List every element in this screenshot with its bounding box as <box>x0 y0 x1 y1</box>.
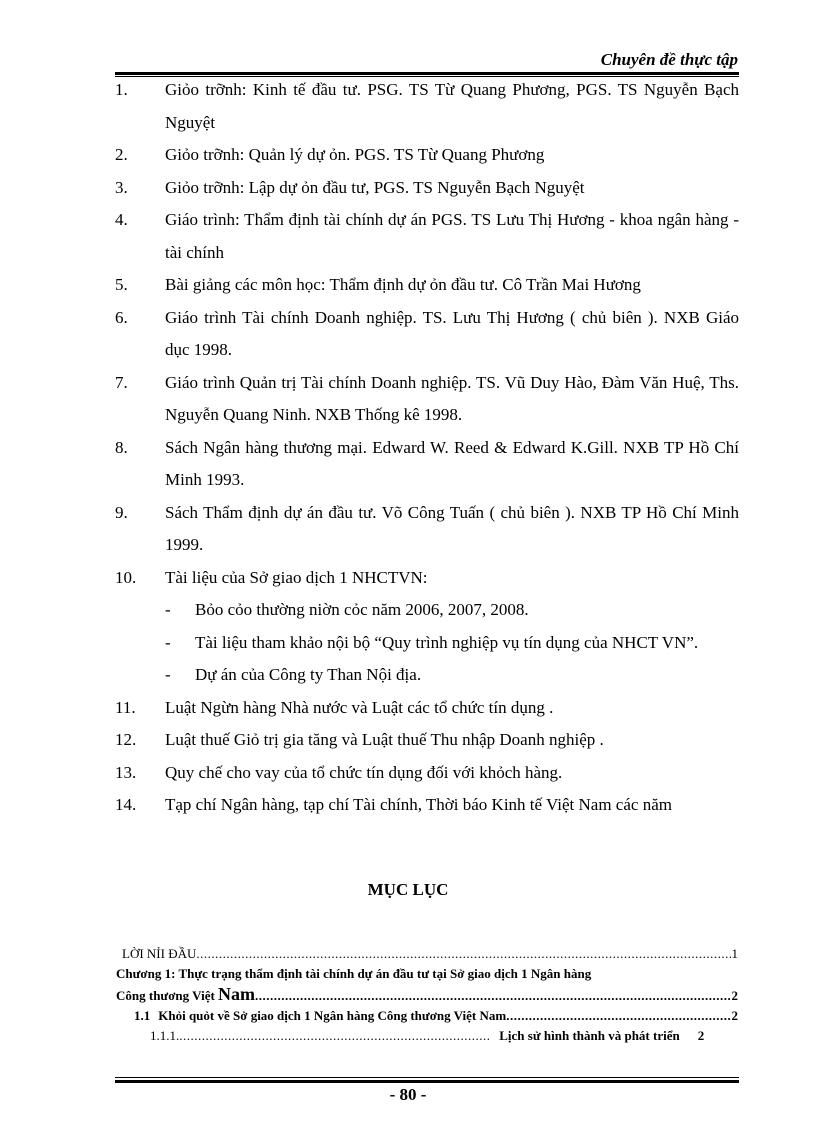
reference-number: 8. <box>115 437 128 457</box>
reference-number: 6. <box>115 307 128 327</box>
reference-text: Giỏo trỡnh: Lập dự ỏn đầu tư, PGS. TS Nguyễn Bạch Nguyệt <box>165 177 585 197</box>
reference-text: Tài liệu của Sở giao dịch 1 NHCTVN: <box>165 567 428 587</box>
reference-item <box>115 204 739 269</box>
reference-item <box>115 789 739 822</box>
reference-sublist <box>165 594 739 692</box>
bullet-dash: - <box>165 665 171 684</box>
footer-rule-thick <box>115 1080 739 1083</box>
toc-entry-section-1-1-1[interactable] <box>116 1026 738 1046</box>
reference-number: 12. <box>115 730 137 749</box>
reference-text: Luật thuế Giỏ trị gia tăng và Luật thuế Thu nhập Doanh nghiệp . <box>165 730 604 749</box>
reference-number: 10. <box>115 567 137 587</box>
reference-item <box>115 692 739 725</box>
reference-number: 5. <box>115 275 128 294</box>
toc-entry-label: LỜI NỈI ĐẦU <box>122 946 197 961</box>
reference-item <box>115 269 739 302</box>
reference-item <box>115 724 739 757</box>
toc-page-number: 1 <box>731 946 738 961</box>
reference-subitem <box>165 627 739 660</box>
reference-text: Giáo trình Quản trị Tài chính Doanh nghiệp. TS. Vũ Duy Hào, Đàm Văn Huệ, Ths. Nguyễn Quang Ninh. NXB Thống kê 1998. <box>165 372 739 424</box>
reference-text: Tạp chí Ngân hàng, tạp chí Tài chính, Thời báo Kinh tế Việt Nam các năm <box>165 795 672 814</box>
toc-entry-chapter-1-cont[interactable] <box>116 984 738 1006</box>
toc-section-number: 1.1.1. <box>150 1028 180 1043</box>
bullet-dash: - <box>165 600 171 619</box>
reference-number: 7. <box>115 372 128 392</box>
reference-item <box>115 562 739 692</box>
toc-leader-dots <box>196 944 730 964</box>
reference-item <box>115 432 739 497</box>
reference-subitem-text: Dự án của Công ty Than Nội địa. <box>195 665 422 684</box>
toc-section-number: 1.1 <box>134 1008 151 1023</box>
bullet-dash: - <box>165 632 171 652</box>
toc-entry-label: Khỏi quỏt về Sở giao dịch 1 Ngân hàng Công thương Việt Nam <box>158 1008 507 1023</box>
reference-text: Giáo trình: Thẩm định tài chính dự án PGS. TS Lưu Thị Hương - khoa ngân hàng - tài chính <box>165 210 739 262</box>
footer-rule-thin <box>115 1077 739 1078</box>
reference-number: 11. <box>115 697 136 717</box>
reference-text: Giỏo trỡnh: Kinh tế đầu tư. PSG. TS Từ Quang Phương, PGS. TS Nguyễn Bạch Nguyệt <box>165 80 739 132</box>
reference-text: Giỏo trỡnh: Quản lý dự ỏn. PGS. TS Từ Quang Phương <box>165 145 545 164</box>
reference-text: Luật Ngừn hàng Nhà nước và Luật các tổ chức tín dụng . <box>165 697 554 717</box>
toc-chapter-title-big: Nam <box>218 984 256 1004</box>
toc-heading: MỤC LỤC <box>367 880 449 899</box>
reference-item <box>115 497 739 562</box>
reference-number: 9. <box>115 502 128 522</box>
reference-text: Bài giảng các môn học: Thẩm định dự ỏn đầu tư. Cô Trần Mai Hương <box>165 275 641 294</box>
reference-number: 14. <box>115 795 137 814</box>
reference-text: Giáo trình Tài chính Doanh nghiệp. TS. Lưu Thị Hương ( chủ biên ). NXB Giáo dục 1998. <box>165 307 739 359</box>
reference-number: 4. <box>115 210 128 229</box>
reference-item <box>115 757 739 790</box>
toc-entry-loi-noi-dau[interactable] <box>116 944 738 964</box>
reference-subitem <box>165 594 739 627</box>
reference-subitem <box>165 659 739 692</box>
reference-number: 2. <box>115 145 128 164</box>
table-of-contents <box>116 944 738 1046</box>
reference-item <box>115 74 739 139</box>
reference-number: 1. <box>115 80 128 99</box>
reference-item <box>115 139 739 172</box>
header-title: Chuyên đề thực tập <box>600 50 738 69</box>
toc-page-number: 2 <box>697 1028 705 1043</box>
toc-entry-chapter-1[interactable] <box>116 964 738 984</box>
reference-item <box>115 367 739 432</box>
reference-item <box>115 302 739 367</box>
toc-entry-label: Lịch sử hình thành và phát triển <box>499 1028 680 1043</box>
page-number: - 80 - <box>389 1085 427 1104</box>
toc-chapter-title-cont <box>116 984 255 1006</box>
reference-subitem-text: Bỏo cỏo thường niờn cỏc năm 2006, 2007, 2008. <box>195 600 529 619</box>
reference-list <box>115 74 739 822</box>
reference-subitem-text: Tài liệu tham khảo nội bộ “Quy trình nghiệp vụ tín dụng của NHCT VN”. <box>195 632 699 652</box>
toc-leader-dots <box>506 1006 730 1026</box>
reference-text: Sách Thẩm định dự án đầu tư. Võ Công Tuấn ( chủ biên ). NXB TP Hồ Chí Minh 1999. <box>165 502 739 554</box>
toc-entry-section-1-1[interactable] <box>116 1006 738 1026</box>
toc-leader-dots <box>255 986 730 1006</box>
toc-chapter-title-prefix: Công thương Việt <box>116 988 215 1003</box>
toc-leader-dots <box>179 1026 489 1046</box>
reference-number: 13. <box>115 762 137 782</box>
reference-text: Sách Ngân hàng thương mại. Edward W. Reed & Edward K.Gill. NXB TP Hồ Chí Minh 1993. <box>165 437 739 489</box>
reference-text: Quy chế cho vay của tổ chức tín dụng đối với khỏch hàng. <box>165 762 563 782</box>
toc-chapter-title: Chương 1: Thực trạng thẩm định tài chính dự án đầu tư tại Sở giao dịch 1 Ngân hàng <box>116 966 592 981</box>
toc-page-number: 2 <box>731 988 738 1003</box>
reference-item <box>115 172 739 205</box>
toc-page-number: 2 <box>731 1008 738 1023</box>
reference-number: 3. <box>115 177 128 197</box>
